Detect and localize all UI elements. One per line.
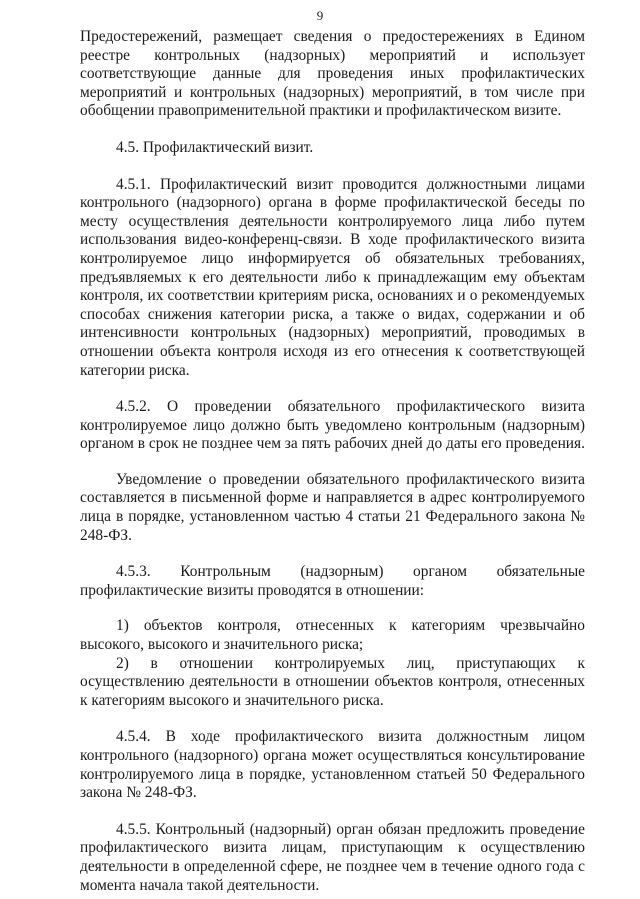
paragraph-4-5-4: 4.5.4. В ходе профилактического визита должностным лицом контрольного (надзорного) органа может осуществляться консультирование контролируемого лица в порядке, установленном статьей 50 Федерального закона № 248-ФЗ.	[80, 728, 585, 802]
paragraph-4-5-2: 4.5.2. О проведении обязательного профилактического визита контролируемое лицо должно быть уведомлено контрольным (надзорным) органом в срок не позднее чем за пять рабочих дней до даты его проведения.	[80, 398, 585, 453]
list-item-2: 2) в отношении контролируемых лиц, приступающих к осуществлению деятельности в отношении объектов контроля, отнесенных к категориям высокого и значительного риска.	[80, 654, 585, 709]
section-heading-4-5: 4.5. Профилактический визит.	[116, 138, 314, 156]
page-number: 9	[316, 8, 324, 23]
document-body	[80, 28, 585, 895]
paragraph-4-5-1: 4.5.1. Профилактический визит проводится должностными лицами контрольного (надзорного) органа в форме профилактической беседы по месту осуществления деятельности контролируемого лица либо путем использования видео-конференц-связи. В ходе профилактического визита контролируемое лицо информируется об обязательных требованиях, предъявляемых к его деятельности либо к принадлежащим ему объектам контроля, их соответствии критериям риска, основаниях и о рекомендуемых способах снижения категории риска, а также о видах, содержании и об интенсивности контрольных (надзорных) мероприятий, проводимых в отношении объекта контроля исходя из его отнесения к соответствующей категории риска.	[80, 175, 585, 379]
paragraph-4-5-5: 4.5.5. Контрольный (надзорный) орган обязан предложить проведение профилактического визита лицам, приступающим к осуществлению деятельности в определенной сфере, не позднее чем в течение одного года с момента начала такой деятельности.	[80, 820, 585, 894]
paragraph-continuation: Предостережений, размещает сведения о предостережениях в Едином реестре контрольных (надзорных) мероприятий и использует соответствующие данные для проведения иных профилактических мероприятий и контрольных (надзорных) мероприятий, в том числе при обобщении правоприменительной практики и профилактическом визите.	[80, 28, 585, 120]
list-item-1: 1) объектов контроля, отнесенных к категориям чрезвычайно высокого, высокого и значительного риска;	[80, 617, 585, 654]
paragraph-4-5-3: 4.5.3. Контрольным (надзорным) органом обязательные профилактические визиты проводятся в отношении:	[80, 563, 585, 599]
paragraph-notification: Уведомление о проведении обязательного профилактического визита составляется в письменной форме и направляется в адрес контролируемого лица в порядке, установленном частью 4 статьи 21 Федерального закона № 248-ФЗ.	[80, 470, 585, 544]
